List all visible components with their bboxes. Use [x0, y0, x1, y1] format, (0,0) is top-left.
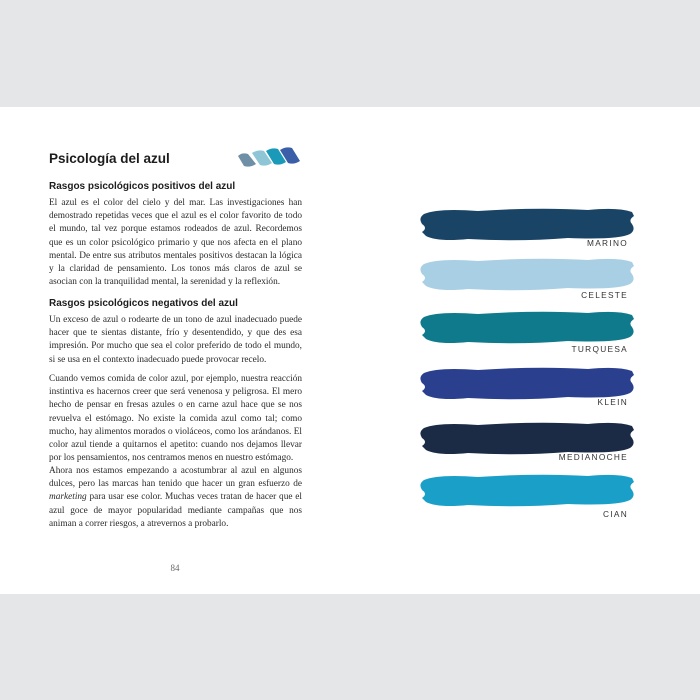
swatch-cian: [418, 468, 638, 514]
right-page: [350, 107, 700, 594]
swatch-label-celeste: CELESTE: [581, 290, 628, 300]
paragraph-emphasis: marketing: [49, 492, 87, 503]
paragraph-text-before: Ahora nos estamos empezando a acostumbrar al azul en algunos dulces, pero las marcas han tenido que hacer un gran esfuerzo de: [49, 466, 302, 490]
left-page: [0, 107, 350, 594]
swatch-label-cian: CIAN: [602, 509, 628, 519]
brush-stroke: [420, 259, 634, 291]
swatch-label-medianoche: MEDIANOCHE: [558, 452, 628, 462]
section-heading-negative: Rasgos psicológicos negativos del azul: [49, 298, 238, 309]
paragraph-negative-2: Cuando vemos comida de color azul, por ejemplo, nuestra reacción instintiva es hacernos creer que será venenosa y peligrosa. El mero hecho de pensar en fresas azules o en carne azul hace que se nos revuelva el estómago. No existe la comida azul como tal; como mucho, hay alimentos morados o violáceos, como los arándanos. El color azul tiende a quitarnos el apetito: cuando nos dejamos llevar por los pensamientos, nos centramos menos en nuestro estómago.: [49, 374, 302, 464]
brush-stroke: [420, 475, 634, 507]
paragraph-positive: El azul es el color del cielo y del mar. Las investigaciones han demostrado repetidas veces que el azul es el color favorito de todo el mundo, tal vez porque estamos rodeados de azul. Recordemos que es un color psicológico primario y que nos afecta en el plano mental. De entre sus atributos mentales positivos destacan la lógica y la claridad de pensamiento. Los tonos más claros de azul se asocian con la tranquilidad mental, la serenidad y la reflexión.: [49, 198, 302, 288]
book-spread: [0, 107, 700, 594]
brush-stroke: [420, 368, 634, 400]
brush-stroke: [420, 423, 634, 455]
paragraph-negative-1: Un exceso de azul o rodearte de un tono de azul inadecuado puede hacer que te sientas distante, frío y desentendido, y que des esa impresión. Por mucho que sea el color preferido de todo el mundo, si se usa en el contexto inadecuado puede provocar recelo.: [49, 315, 302, 365]
section-heading-positive: Rasgos psicológicos positivos del azul: [49, 181, 236, 192]
page-title: Psicología del azul: [49, 151, 170, 166]
brush-stroke: [420, 312, 634, 344]
blue-brush-strokes-icon: [232, 142, 304, 172]
paragraph-negative-3: [49, 465, 302, 531]
swatch-label-turquesa: TURQUESA: [571, 344, 628, 354]
brush-stroke: [420, 209, 634, 241]
paragraph-text-after: para usar ese color. Muchas veces tratan de hacer que el azul goce de mayor popularidad mediante campañas que nos animan a correr riesgos, a atrevernos a probarlo.: [49, 492, 302, 529]
swatch-label-marino: MARINO: [587, 238, 628, 248]
page-number: 84: [170, 563, 180, 573]
swatch-label-klein: KLEIN: [597, 397, 628, 407]
